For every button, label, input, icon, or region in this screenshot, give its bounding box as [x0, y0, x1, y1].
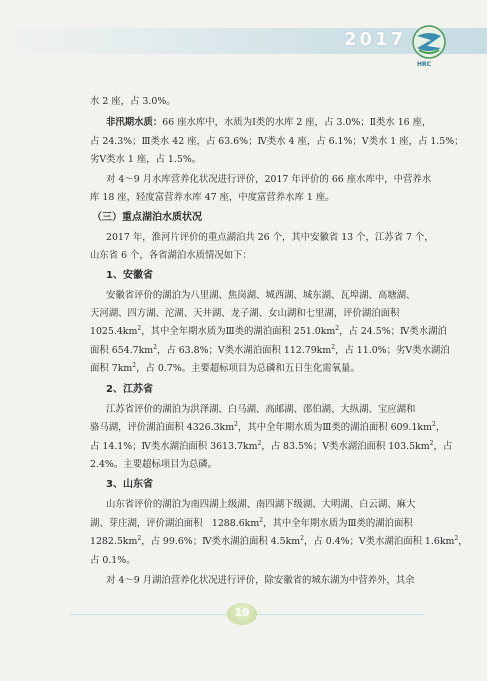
text-line: 2.4%。主要超标项目为总磷。: [90, 459, 217, 470]
text-line: 占 24.3%；Ⅲ类水 42 座，占 63.6%；Ⅳ类水 4 座，占 6.1%；Ⅴ类水 1 座，占 1.5%；: [90, 136, 464, 147]
text-line-non-flood: 非汛期水质：66 座水库中，水质为Ⅰ类的水库 2 座，占 3.0%；Ⅱ类水 16 座，: [106, 117, 432, 128]
text-line: 占 14.1%；Ⅳ类水湖泊面积 $3613.7km^2$，占 83.5%；Ⅴ类水湖泊面积 $103.5km^2$，占: [90, 440, 453, 452]
subsection-heading-anhui: 1、安徽省: [106, 270, 153, 281]
text-line: $1282.5km^2$，占 99.6%；Ⅳ类水湖泊面积 $4.5km^2$，占 0.4%；Ⅴ类水湖泊面积 $1.6km^2$，: [90, 535, 468, 547]
text-line: 水 2 座，占 3.0%。: [90, 96, 176, 107]
text-line: 对 4～9 月水库营养化状况进行评价，2017 年评价的 66 座水库中，中营养水: [106, 174, 432, 185]
header-year: 2017: [344, 29, 407, 50]
text-line: 面积 $654.7km^2$，占 63.8%；Ⅴ类水湖泊面积 $112.79km^2$，占 11.0%；劣Ⅴ类水湖泊: [90, 344, 450, 356]
text-line: 山东省 6 个，各省湖泊水质情况如下：: [90, 250, 252, 261]
page-number: 19: [234, 606, 250, 619]
text-line: 天河湖、四方湖、沱湖、天井湖、龙子湖、女山湖和七里湖，评价湖泊面积: [90, 308, 400, 319]
text-line: 骆马湖，评价湖泊面积 $4326.3km^2$，其中全年期水质为Ⅲ类的湖泊面积 $609.1km^2$，: [90, 421, 446, 433]
text-line: 面积 $7km^2$，占 0.7%。主要超标项目为总磷和五日生化需氧量。: [90, 362, 360, 374]
text-line: 对 4～9 月湖泊营养化状况进行评价，除安徽省的城东湖为中营养外，其余: [106, 575, 415, 586]
subsection-heading-shandong: 3、山东省: [106, 479, 153, 490]
page-footer: [0, 596, 487, 624]
text-line: 库 18 座，轻度富营养水库 47 座，中度富营养水库 1 座。: [90, 192, 335, 203]
text-line: 2017 年，淮河片评价的重点湖泊共 26 个，其中安徽省 13 个，江苏省 7 个，: [106, 232, 434, 243]
text-line: 劣Ⅴ类水 1 座，占 1.5%。: [90, 154, 202, 165]
text-line: 湖、芽庄湖，评价湖泊面积 $1288.6km^2$，其中全年期水质为Ⅲ类的湖泊面积: [90, 517, 413, 529]
text-line: 占 0.1%。: [90, 555, 136, 566]
text-line: 安徽省评价的湖泊为八里湖、焦岗湖、城西湖、城东湖、瓦埠湖、高塘湖、: [106, 290, 416, 301]
section-heading: （三）重点湖泊水质状况: [92, 212, 202, 223]
logo-text: HRC: [417, 61, 432, 68]
text-line: 山东省评价的湖泊为南四湖上级湖、南四湖下级湖、大明湖、白云湖、麻大: [106, 499, 416, 510]
text-line: $1025.4km^2$，其中全年期水质为Ⅲ类的湖泊面积 $251.0km^2$，占 24.5%；Ⅳ类水湖泊: [90, 325, 447, 337]
subsection-heading-jiangsu: 2、江苏省: [106, 384, 153, 395]
text-line: 江苏省评价的湖泊为洪泽湖、白马湖、高邮湖、邵伯湖、大纵湖、宝应湖和: [106, 404, 416, 415]
